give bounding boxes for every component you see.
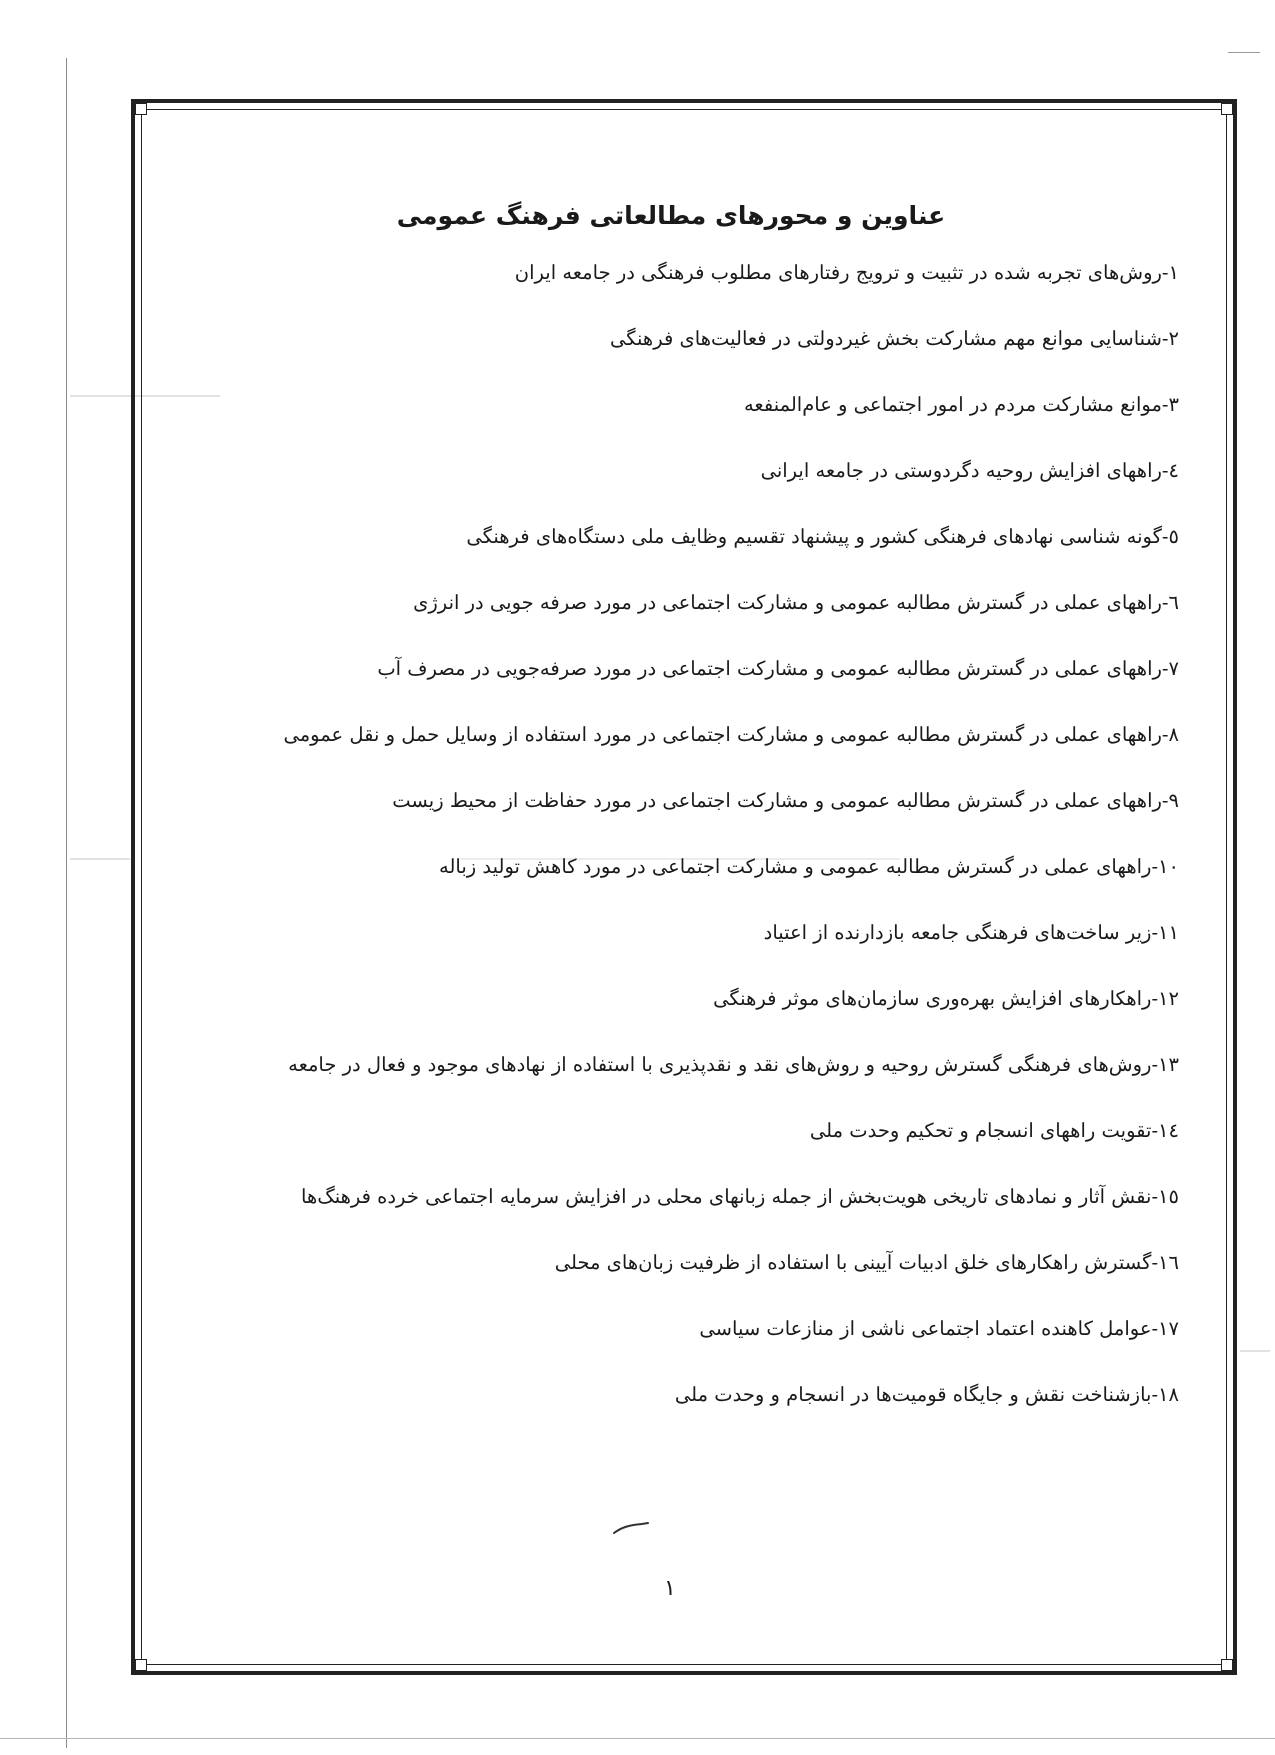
item-text: راههای عملی در گسترش مطالبه عمومی و مشارکت اجتماعی در مورد صرفه جویی در انرژی — [413, 591, 1162, 614]
item-text: راههای عملی در گسترش مطالبه عمومی و مشارکت اجتماعی در مورد استفاده از وسایل حمل و نقل عمومی — [283, 723, 1162, 746]
list-item — [180, 768, 1179, 834]
item-text: عوامل کاهنده اعتماد اجتماعی ناشی از منازعات سیاسی — [699, 1317, 1152, 1340]
document-title: عناوین و محورهای مطالعاتی فرهنگ عمومی — [396, 201, 946, 230]
page-number: ۱ — [664, 1576, 676, 1601]
item-text: گونه شناسی نهادهای فرهنگی کشور و پیشنهاد تقسیم وظایف ملی دستگاه‌های فرهنگی — [466, 525, 1162, 548]
list-item — [180, 900, 1179, 966]
item-text: موانع مشارکت مردم در امور اجتماعی و عام‌المنفعه — [743, 393, 1162, 416]
item-number: ۱۷- — [1151, 1317, 1179, 1340]
item-text: تقویت راههای انسجام و تحکیم وحدت ملی — [809, 1119, 1152, 1142]
item-number: ۸- — [1161, 723, 1179, 746]
border-corner — [135, 103, 147, 115]
item-text: راهکارهای افزایش بهره‌وری سازمان‌های موثر فرهنگی — [713, 987, 1152, 1010]
list-item — [180, 966, 1179, 1032]
border-corner — [1221, 103, 1233, 115]
scan-edge — [1228, 52, 1260, 53]
item-number: ٥- — [1161, 525, 1179, 548]
item-number: ۱٤- — [1151, 1119, 1179, 1142]
item-number: ۱٦- — [1151, 1251, 1179, 1274]
list-item — [180, 306, 1179, 372]
list-item — [180, 570, 1179, 636]
item-number: ٤- — [1161, 459, 1179, 482]
list-item — [180, 1098, 1179, 1164]
item-number: ۲- — [1161, 327, 1179, 350]
item-number: ۹- — [1161, 789, 1179, 812]
item-number: ۱- — [1161, 261, 1179, 284]
list-item — [180, 1362, 1179, 1428]
scan-smudge — [70, 858, 130, 860]
list-item — [180, 1296, 1179, 1362]
item-number: ٦- — [1161, 591, 1179, 614]
item-number: ۱۰- — [1151, 855, 1179, 878]
item-text: روش‌های تجربه شده در تثبیت و ترویج رفتارهای مطلوب فرهنگی در جامعه ایران — [514, 261, 1162, 284]
item-text: روش‌های فرهنگی گسترش روحیه و روش‌های نقد و نقدپذیری با استفاده از نهادهای موجود و فعال در جامعه — [288, 1053, 1152, 1076]
scan-smudge — [1240, 1350, 1270, 1352]
topic-list — [180, 240, 1192, 1428]
item-text: زیر ساخت‌های فرهنگی جامعه بازدارنده از اعتیاد — [763, 921, 1152, 944]
border-corner — [1221, 1659, 1233, 1671]
item-number: ۱٥- — [1151, 1185, 1179, 1208]
item-text: راههای عملی در گسترش مطالبه عمومی و مشارکت اجتماعی در مورد صرفه‌جویی در مصرف آب — [377, 657, 1162, 680]
item-text: گسترش راهکارهای خلق ادبیات آیینی با استفاده از ظرفیت زبان‌های محلی — [554, 1251, 1152, 1274]
item-number: ۱۳- — [1151, 1053, 1179, 1076]
list-item — [180, 1164, 1179, 1230]
item-number: ۳- — [1161, 393, 1179, 416]
list-item — [180, 834, 1179, 900]
list-item — [180, 636, 1179, 702]
list-item — [180, 1230, 1179, 1296]
item-text: نقش آثار و نمادهای تاریخی هویت‌بخش از جمله زبانهای محلی در افزایش سرمایه اجتماعی خرده فرهنگ‌ها — [301, 1185, 1152, 1208]
pen-mark — [612, 1519, 652, 1537]
list-item — [180, 438, 1179, 504]
document-body — [180, 180, 1192, 1428]
item-text: شناسایی موانع مهم مشارکت بخش غیردولتی در فعالیت‌های فرهنگی — [610, 327, 1162, 350]
item-number: ۱۲- — [1151, 987, 1179, 1010]
scan-edge — [0, 1738, 1275, 1739]
border-corner — [135, 1659, 147, 1671]
list-item — [180, 702, 1179, 768]
item-text: بازشناخت نقش و جایگاه قومیت‌ها در انسجام و وحدت ملی — [674, 1383, 1152, 1406]
item-text: راههای افزایش روحیه دگردوستی در جامعه ایرانی — [760, 459, 1162, 482]
scan-edge — [66, 58, 67, 1748]
item-number: ۱۱- — [1151, 921, 1179, 944]
item-text: راههای عملی در گسترش مطالبه عمومی و مشارکت اجتماعی در مورد کاهش تولید زباله — [439, 855, 1152, 878]
item-number: ۱۸- — [1151, 1383, 1179, 1406]
list-item — [180, 372, 1179, 438]
list-item — [180, 240, 1179, 306]
item-text: راههای عملی در گسترش مطالبه عمومی و مشارکت اجتماعی در مورد حفاظت از محیط زیست — [392, 789, 1162, 812]
list-item — [180, 504, 1179, 570]
item-number: ۷- — [1161, 657, 1179, 680]
list-item — [180, 1032, 1179, 1098]
